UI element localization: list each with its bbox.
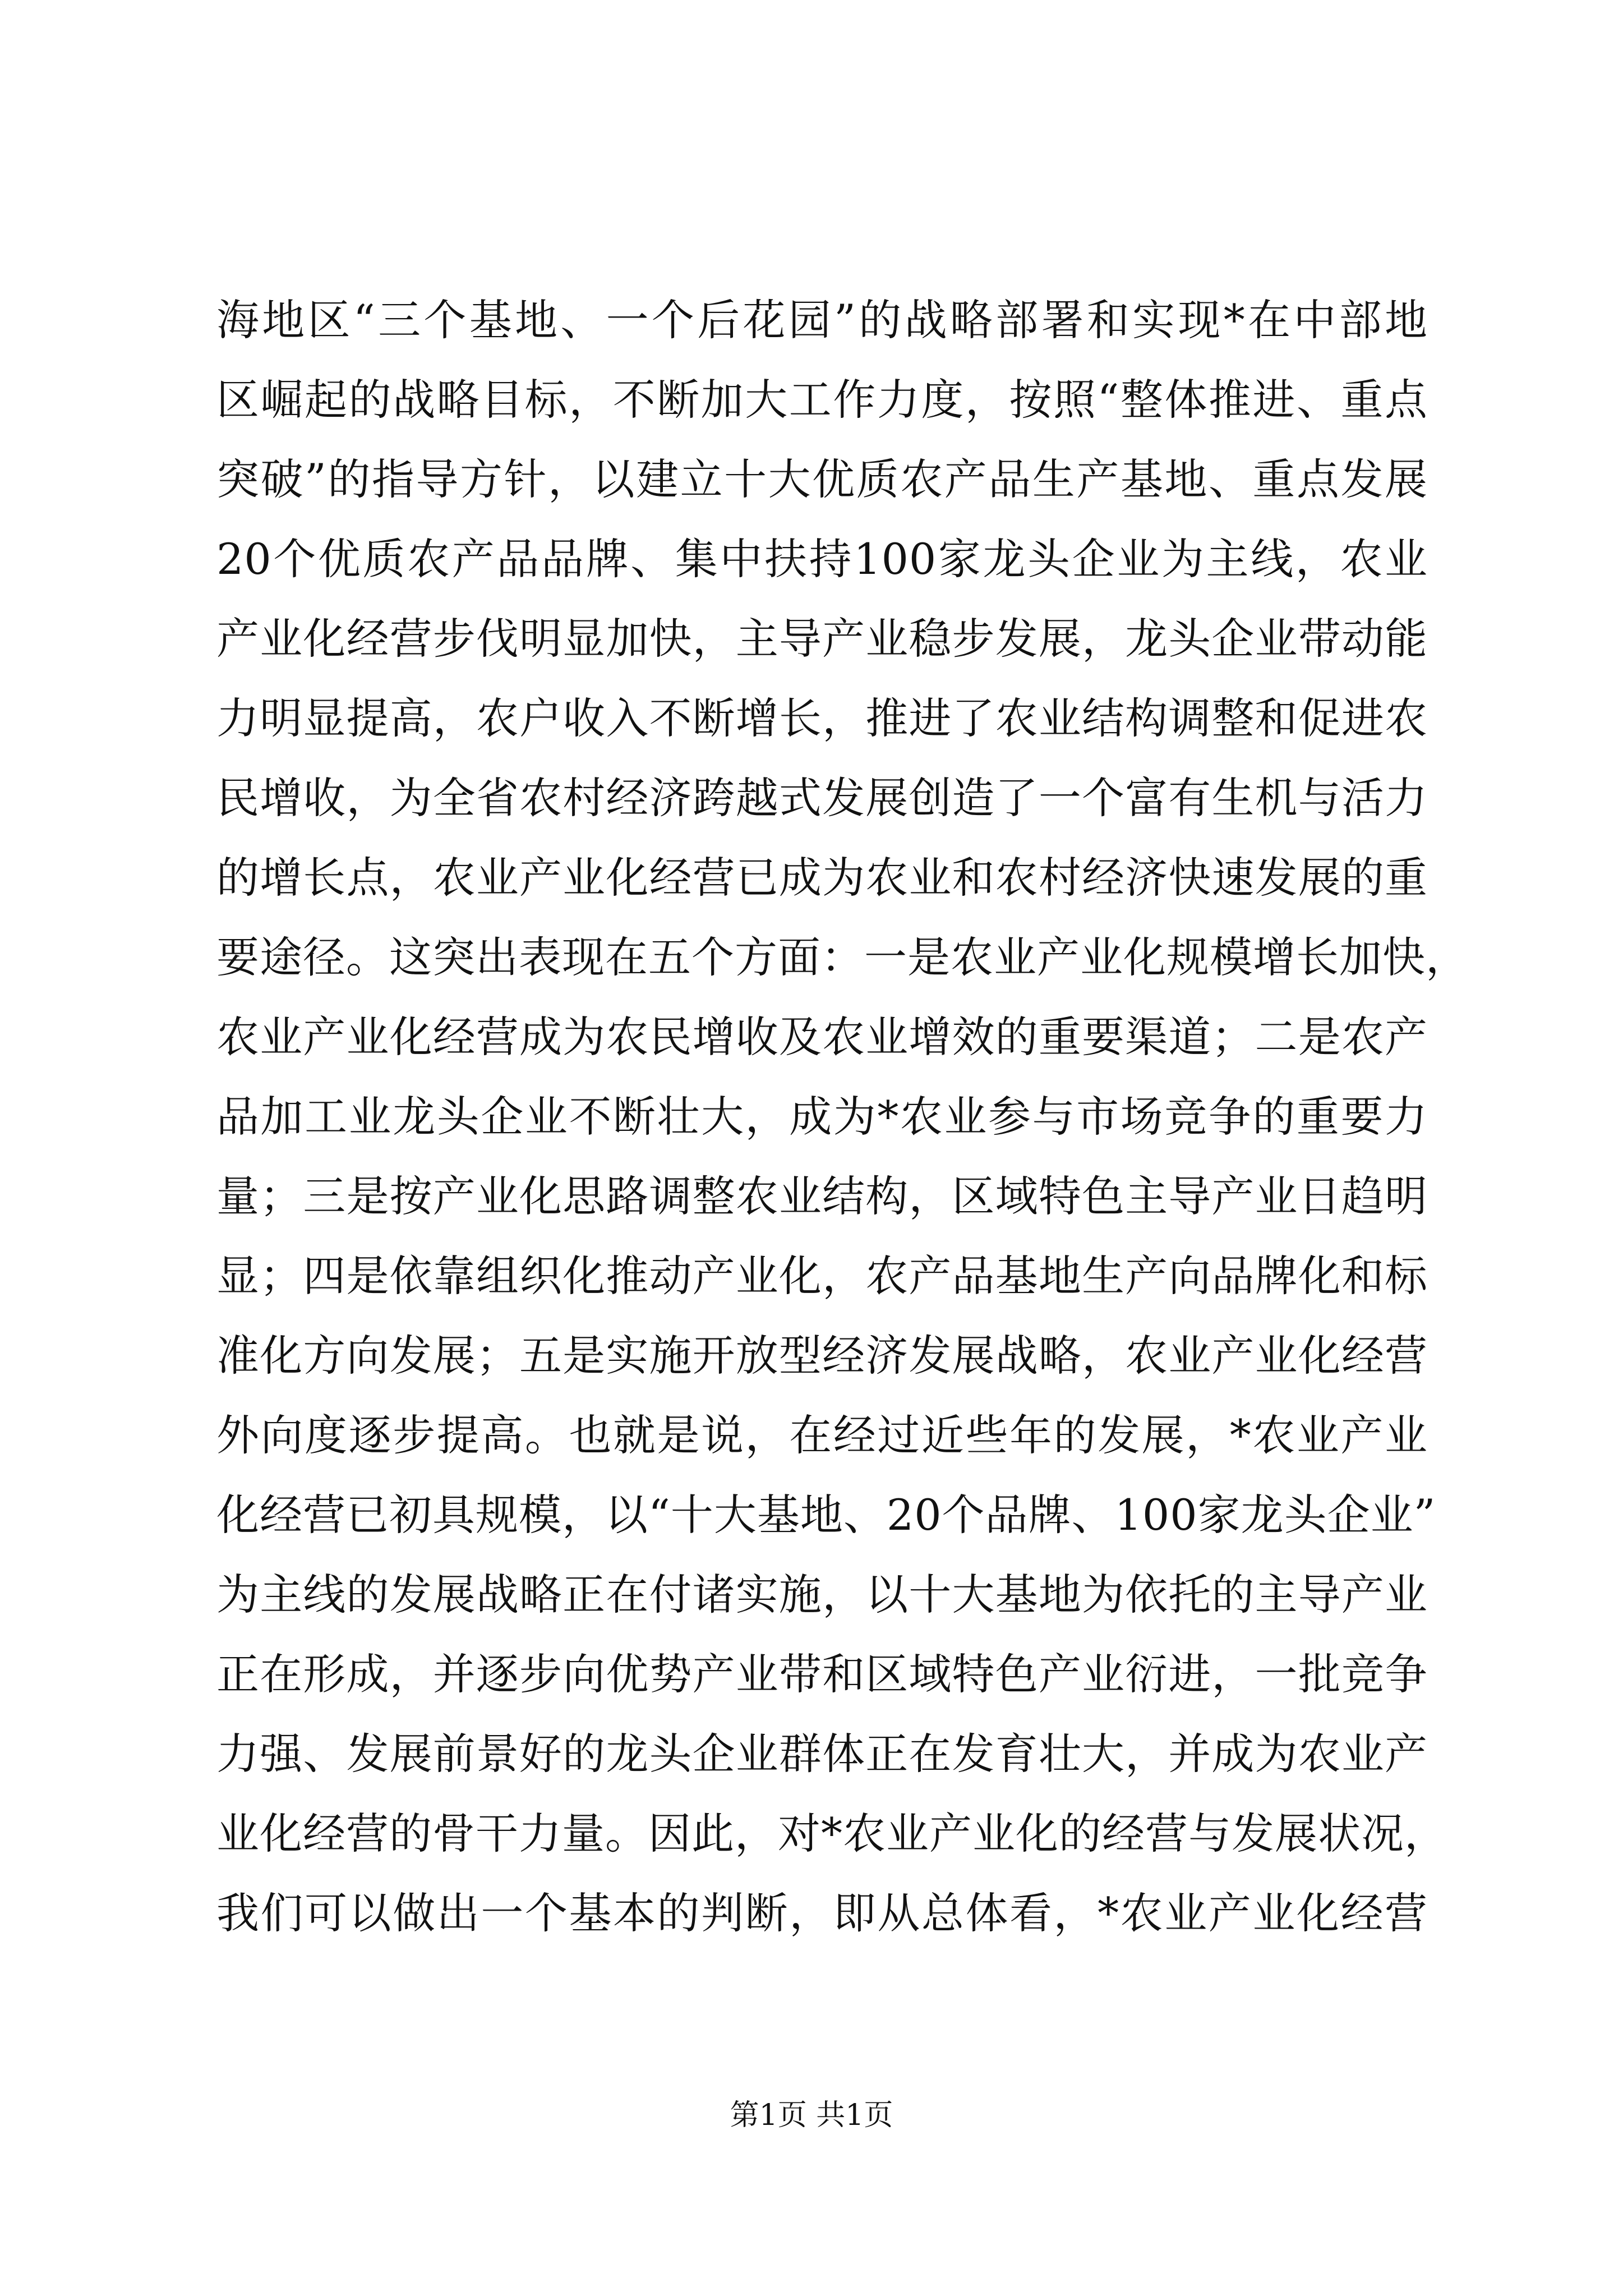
text-line: 要途径。这突出表现在五个方面：一是农业产业化规模增长加快， xyxy=(216,932,1469,982)
text-line: 海地区“三个基地、一个后花园”的战略部署和实现*在中部地 xyxy=(216,295,1428,345)
text-line: 农业产业化经营成为农民增收及农业增效的重要渠道；二是农产 xyxy=(216,1012,1428,1062)
page-footer: 第1页 共1页 xyxy=(730,2099,893,2132)
text-line: 为主线的发展战略正在付诸实施，以十大基地为依托的主导产业 xyxy=(216,1570,1428,1619)
text-line: 品加工业龙头企业不断壮大，成为*农业参与市场竞争的重要力 xyxy=(216,1092,1428,1142)
body-text xyxy=(216,280,1469,1953)
text-line: 的增长点，农业产业化经营已成为农业和农村经济快速发展的重 xyxy=(216,853,1428,903)
text-line: 业化经营的骨干力量。因此，对*农业产业化的经营与发展状况， xyxy=(216,1809,1447,1858)
text-line: 力明显提高，农户收入不断增长，推进了农业结构调整和促进农 xyxy=(216,693,1428,743)
text-line: 20个优质农产品品牌、集中扶持100家龙头企业为主线，农业 xyxy=(216,534,1428,584)
text-line: 民增收，为全省农村经济跨越式发展创造了一个富有生机与活力 xyxy=(216,773,1428,823)
text-line: 准化方向发展；五是实施开放型经济发展战略，农业产业化经营 xyxy=(216,1331,1428,1381)
text-line: 正在形成，并逐步向优势产业带和区域特色产业衍进，一批竞争 xyxy=(216,1649,1428,1699)
text-line: 我们可以做出一个基本的判断，即从总体看，*农业产业化经营 xyxy=(216,1888,1428,1938)
text-line: 产业化经营步伐明显加快，主导产业稳步发展，龙头企业带动能 xyxy=(216,614,1428,664)
text-line: 量；三是按产业化思路调整农业结构，区域特色主导产业日趋明 xyxy=(216,1171,1428,1221)
text-line: 区崛起的战略目标，不断加大工作力度，按照“整体推进、重点 xyxy=(216,375,1428,425)
text-line: 外向度逐步提高。也就是说，在经过近些年的发展，*农业产业 xyxy=(216,1410,1428,1460)
text-line: 化经营已初具规模，以“十大基地、20个品牌、100家龙头企业” xyxy=(216,1490,1436,1540)
text-line: 力强、发展前景好的龙头企业群体正在发育壮大，并成为农业产 xyxy=(216,1729,1428,1779)
text-line: 显；四是依靠组织化推动产业化，农产品基地生产向品牌化和标 xyxy=(216,1251,1428,1301)
text-line: 突破”的指导方针，以建立十大优质农产品生产基地、重点发展 xyxy=(216,454,1428,504)
